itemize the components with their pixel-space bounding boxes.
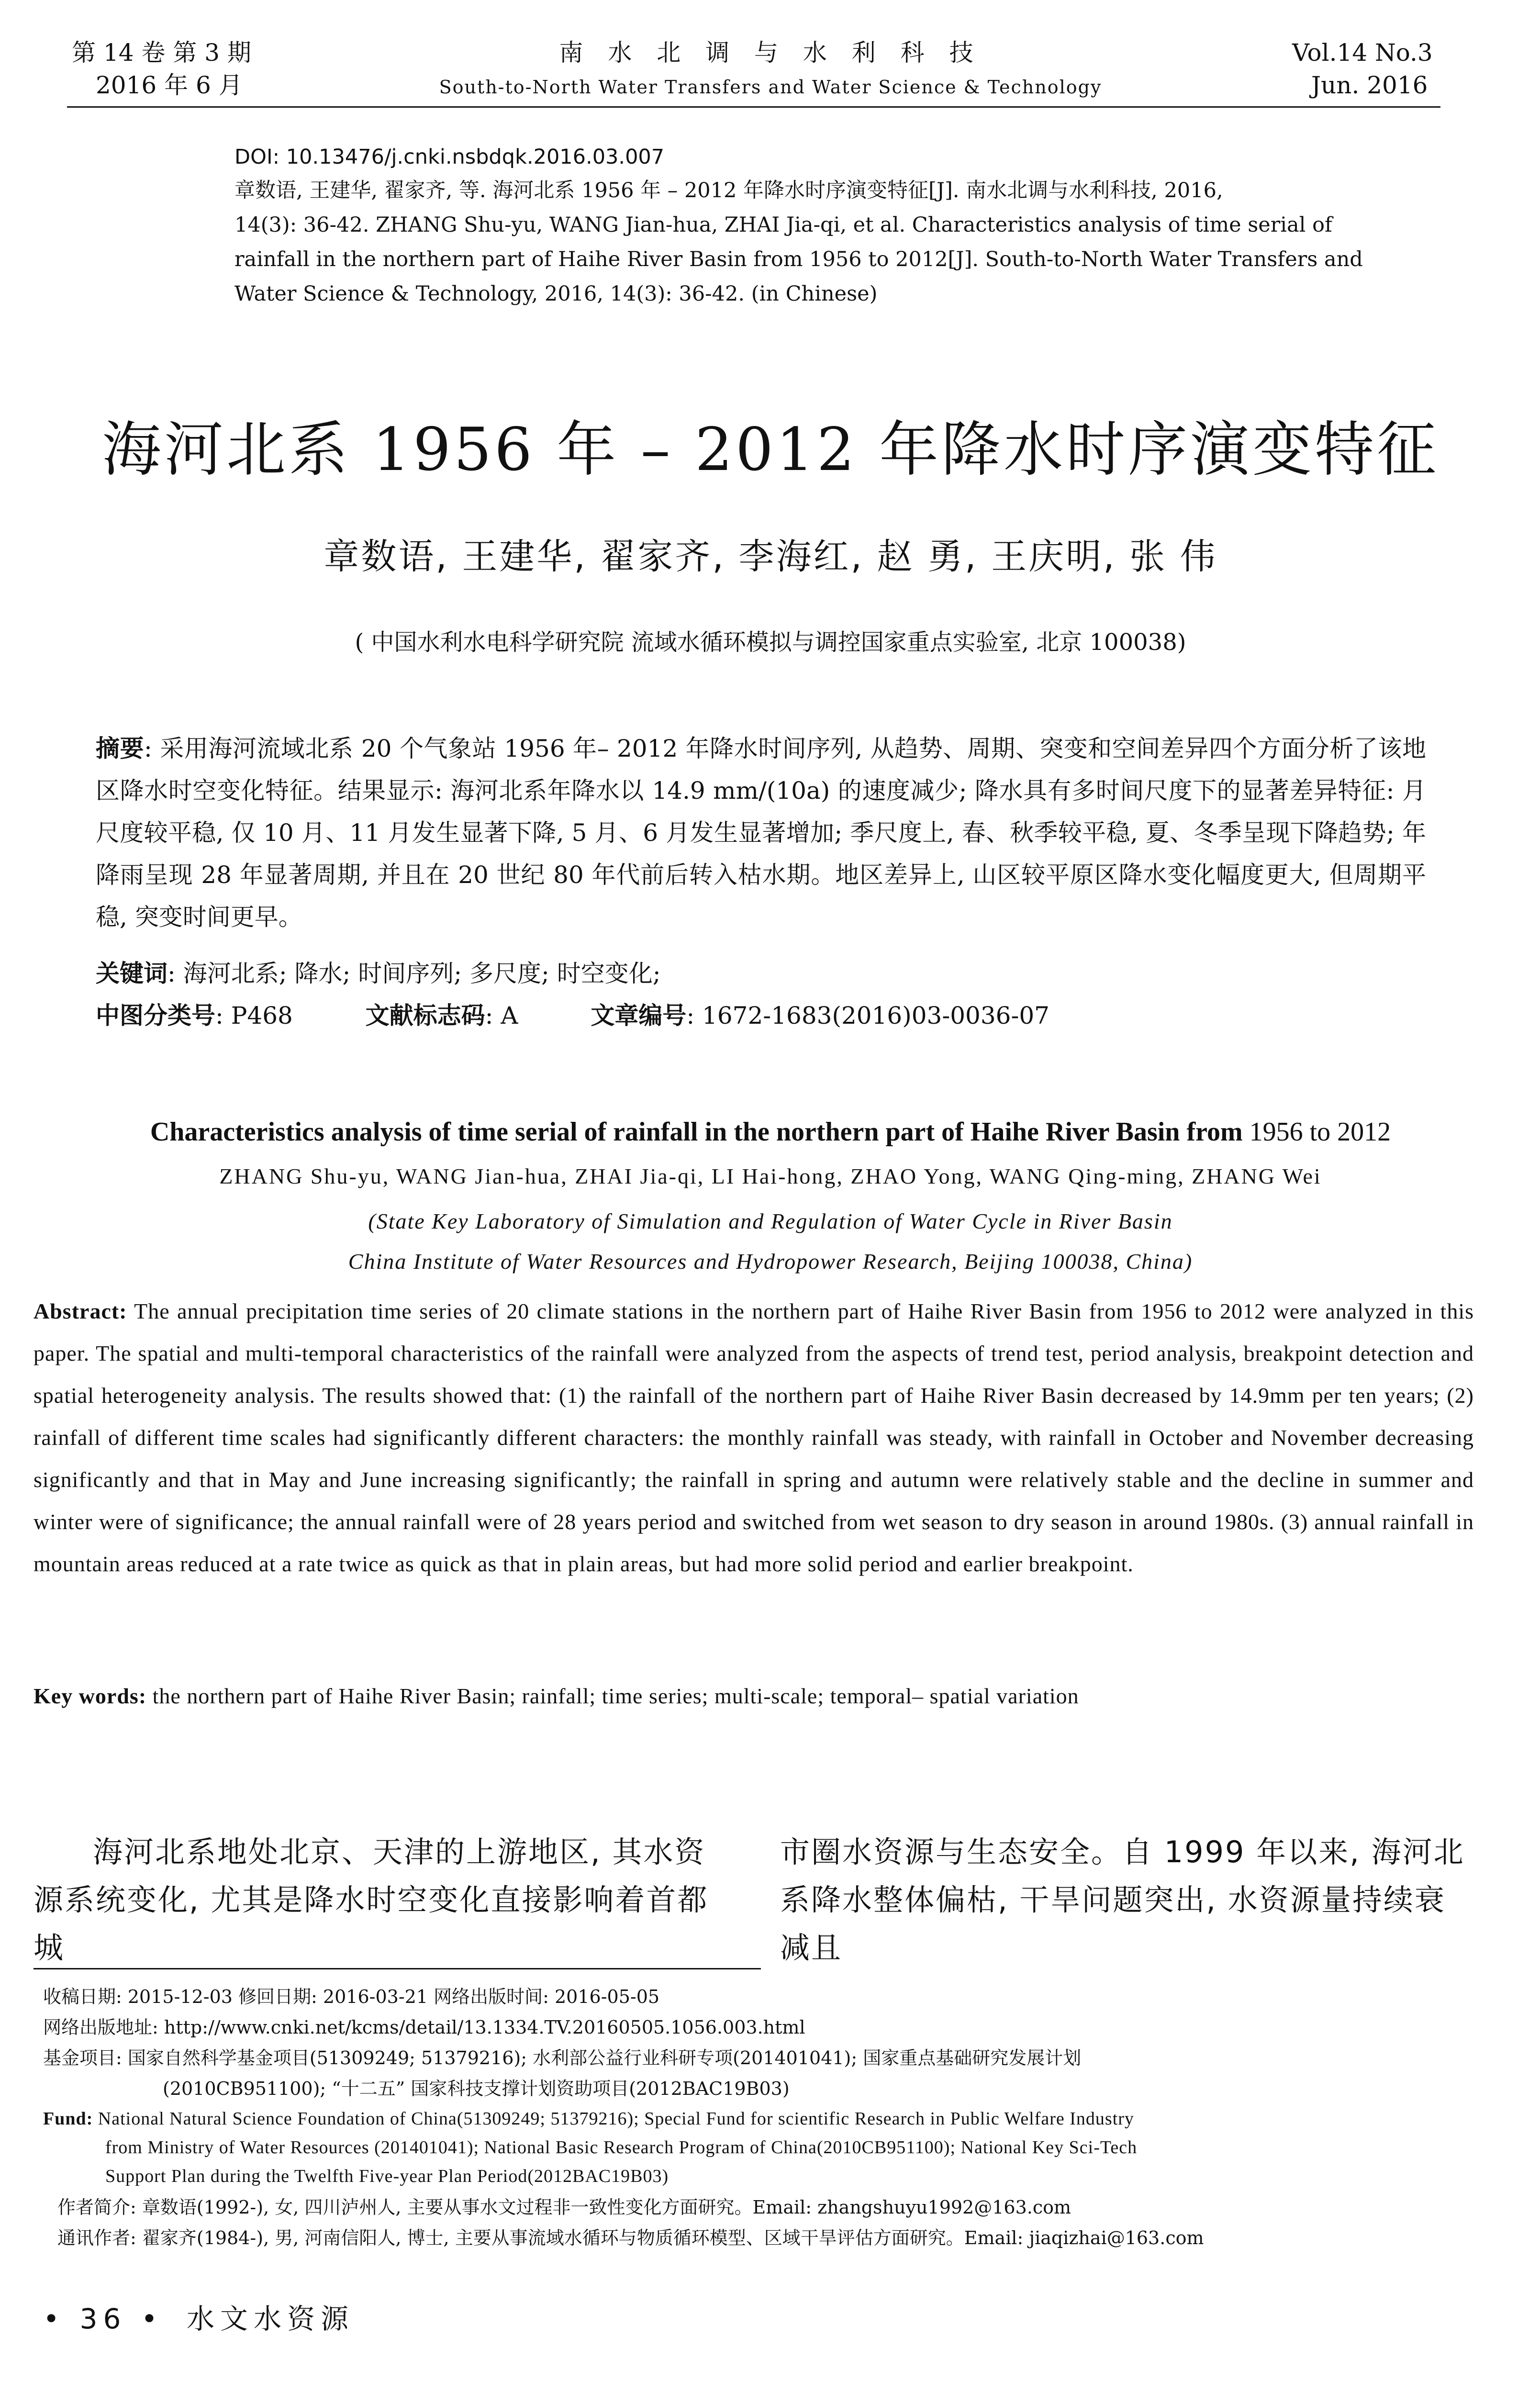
section-name: 水文水资源	[187, 2303, 355, 2335]
footnote-rule	[33, 1968, 761, 1969]
affiliation-cn: ( 中国水利水电科学研究院 流域水循环模拟与调控国家重点实验室, 北京 100038)	[355, 629, 1186, 656]
footnote-dates: 收稿日期: 2015-12-03 修回日期: 2016-03-21 网络出版时间: 2016-05-05	[43, 1986, 660, 2007]
doi: DOI: 10.13476/j.cnki.nsbdqk.2016.03.007	[234, 145, 665, 169]
page-number: • 36 •	[43, 2303, 164, 2335]
header-volume-issue: 第 14 卷 第 3 期	[72, 39, 251, 67]
body-column-right: 市圈水资源与生态安全。自 1999 年以来, 海河北系降水整体偏枯, 干旱问题突出, 水资源量持续衰减且	[780, 1834, 1465, 1965]
body-column-left: 海河北系地处北京、天津的上游地区, 其水资源系统变化, 尤其是降水时空变化直接影响着首都城	[33, 1834, 709, 1965]
footnote-fund-en: from Ministry of Water Resources (201401041); National Basic Research Program of China(2010CB951100); National Key Sci-Tech	[105, 2137, 1138, 2158]
affiliation-en: (State Key Laboratory of Simulation and Regulation of Water Cycle in River Basin	[368, 1209, 1173, 1233]
authors-en: ZHANG Shu-yu, WANG Jian-hua, ZHAI Jia-qi, LI Hai-hong, ZHAO Yong, WANG Qing-ming, ZHANG Wei	[219, 1164, 1322, 1188]
footnote-fund-en: Support Plan during the Twelfth Five-year Plan Period(2012BAC19B03)	[105, 2166, 669, 2186]
affiliation-en: China Institute of Water Resources and Hydropower Research, Beijing 100038, China)	[348, 1249, 1193, 1274]
article-id-value: : 1672-1683(2016)03-0036-07	[686, 1002, 1049, 1029]
footnote-fund-cn: (2010CB951100); “十二五” 国家科技支撑计划资助项目(2012BAC19B03)	[163, 2078, 790, 2099]
keywords-cn	[96, 952, 1426, 995]
abstract-en-text: The annual precipitation time series of 20 climate stations in the northern part of Haihe River Basin from 1956 to 2012 were analyzed in this paper. The spatial and multi-temporal characteristics of the rainfall were analyzed from the aspects of trend test, period analysis, breakpoint detection and spatial heterogeneity analysis. The results showed that: (1) the rainfall of the northern part of Haihe River Basin decreased by 14.9mm per ten years; (2) rainfall of different time scales had significantly different characters: the monthly rainfall was steady, with rainfall in October and November decreasing significantly and that in May and June increasing significantly; the rainfall in spring and autumn were relatively stable and the decline in summer and winter were of significance; the annual rainfall were of 28 years period and switched from wet season to dry season in around 1980s. (3) annual rainfall in mountain areas reduced at a rate twice as quick as that in plain areas, but had more solid period and earlier breakpoint.	[33, 1299, 1474, 1576]
citation-line: 14(3): 36-42. ZHANG Shu-yu, WANG Jian-hua, ZHAI Jia-qi, et al. Characteristics analysis of time serial of	[234, 213, 1332, 237]
footnote-fund-en	[43, 2105, 1484, 2133]
footnote-author1: 作者简介: 章数语(1992-), 女, 四川泸州人, 主要从事水文过程非一致性变化方面研究。Email: zhangshuyu1992@163.com	[57, 2197, 1071, 2218]
header-journal-en: South-to-North Water Transfers and Water Science & Technology	[439, 77, 1102, 98]
header-volume-en: Vol.14 No.3	[1292, 39, 1433, 67]
article-title-en-years: 1956 to 2012	[1242, 1117, 1391, 1147]
doc-code-label: 文献标志码	[365, 1002, 485, 1029]
keywords-en	[33, 1675, 1474, 1717]
header-rule	[67, 106, 1440, 108]
footnote-url: 网络出版地址: http://www.cnki.net/kcms/detail/13.1334.TV.20160505.1056.003.html	[43, 2017, 805, 2038]
keywords-en-text: the northern part of Haihe River Basin; rainfall; time series; multi-scale; temporal– spatial variation	[146, 1684, 1079, 1708]
abstract-en-label: Abstract:	[33, 1299, 127, 1323]
authors-cn: 章数语, 王建华, 翟家齐, 李海红, 赵 勇, 王庆明, 张 伟	[324, 536, 1217, 577]
header-journal-cn: 南 水 北 调 与 水 利 科 技	[559, 39, 982, 67]
keywords-en-label: Key words:	[33, 1684, 147, 1708]
fund-en-text: National Natural Science Foundation of China(51309249; 51379216); Special Fund for scientific Research in Public Welfare Industry	[93, 2109, 1134, 2129]
citation-line: rainfall in the northern part of Haihe River Basin from 1956 to 2012[J]. South-to-North Water Transfers and	[234, 247, 1363, 271]
keywords-cn-text: : 海河北系; 降水; 时间序列; 多尺度; 时空变化;	[167, 960, 661, 987]
citation-line: 章数语, 王建华, 翟家齐, 等. 海河北系 1956 年 – 2012 年降水时序演变特征[J]. 南水北调与水利科技, 2016,	[234, 179, 1223, 202]
clc-label: 中图分类号	[96, 1002, 215, 1029]
clc-value: : P468	[215, 1002, 293, 1029]
article-id-label: 文章编号	[591, 1002, 687, 1029]
keywords-cn-label: 关键词	[96, 960, 167, 987]
article-title-cn: 海河北系 1956 年 – 2012 年降水时序演变特征	[101, 415, 1440, 484]
header-date: 2016 年 6 月	[96, 71, 243, 99]
doc-code-value: : A	[485, 1002, 518, 1029]
citation-line: Water Science & Technology, 2016, 14(3): 36-42. (in Chinese)	[234, 282, 878, 306]
abstract-en	[33, 1290, 1474, 1585]
abstract-cn	[96, 727, 1426, 938]
abstract-cn-text: : 采用海河流域北系 20 个气象站 1956 年– 2012 年降水时间序列, 从趋势、周期、突变和空间差异四个方面分析了该地区降水时空变化特征。结果显示: 海河北系年降水以 14.9 mm/(10a) 的速度减少; 降水具有多时间尺度下的显著差异特征: 月尺度较平稳, 仅 10 月、11 月发生显著下降, 5 月、6 月发生显著增加; 季尺度上, 春、秋季较平稳, 夏、冬季呈现下降趋势; 年降雨呈现 28 年显著周期, 并且在 20 世纪 80 年代前后转入枯水期。地区差异上, 山区较平原区降水变化幅度更大, 但周期平稳, 突变时间更早。	[96, 735, 1426, 931]
footnote-author2: 通讯作者: 翟家齐(1984-), 男, 河南信阳人, 博士, 主要从事流域水循环与物质循环模型、区域干旱评估方面研究。Email: jiaqizhai@163.com	[57, 2227, 1204, 2248]
footnote-fund-cn: 基金项目: 国家自然科学基金项目(51309249; 51379216); 水利部公益行业科研专项(201401041); 国家重点基础研究发展计划	[43, 2047, 1082, 2069]
article-title-en-bold: Characteristics analysis of time serial of rainfall in the northern part of Haihe River Basin from	[150, 1117, 1243, 1147]
classification-cn	[96, 995, 1426, 1037]
header-date-en: Jun. 2016	[1311, 71, 1428, 99]
article-title-en	[38, 1115, 1503, 1149]
abstract-cn-label: 摘要	[96, 735, 145, 762]
fund-en-label: Fund:	[43, 2109, 93, 2129]
